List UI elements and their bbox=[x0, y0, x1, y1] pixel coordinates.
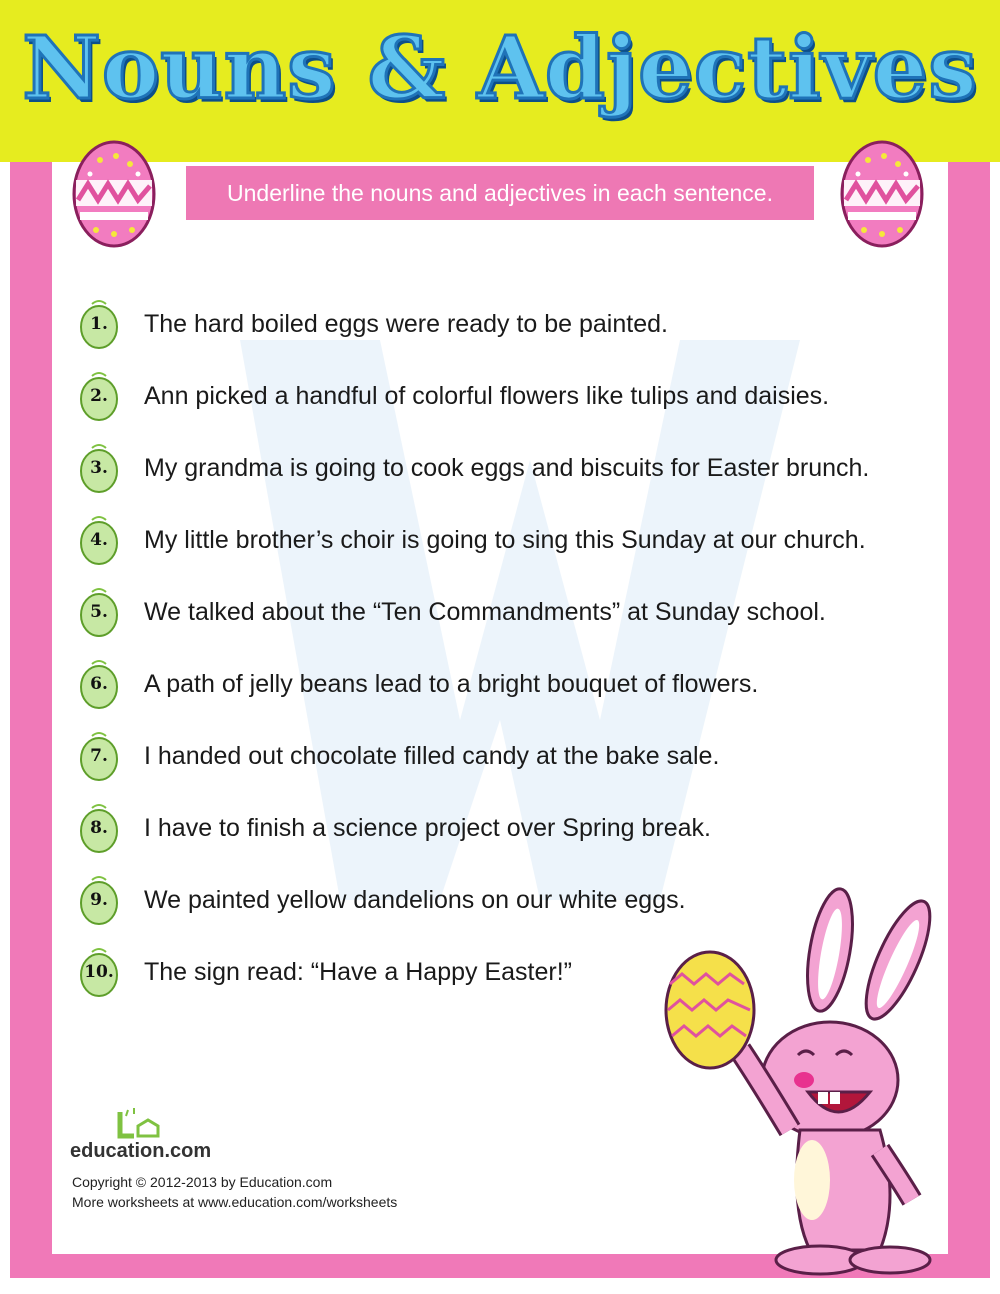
number-badge bbox=[76, 442, 122, 494]
sentence-row bbox=[76, 288, 936, 360]
sentence-text: I have to finish a science project over Spring break. bbox=[144, 813, 711, 842]
education-logo bbox=[70, 1108, 270, 1162]
sentence-text: Ann picked a handful of colorful flowers like tulips and daisies. bbox=[144, 381, 830, 410]
sentence-row bbox=[76, 504, 936, 576]
sentence-row bbox=[76, 648, 936, 720]
logo-text: education.com bbox=[70, 1140, 212, 1162]
sentence-text: I handed out chocolate filled candy at the bake sale. bbox=[144, 741, 720, 770]
easter-egg-icon bbox=[838, 136, 926, 248]
sentence-number: 2. bbox=[90, 386, 108, 406]
sentence-text: A path of jelly beans lead to a bright bouquet of flowers. bbox=[144, 669, 759, 698]
easter-egg-icon bbox=[70, 136, 158, 248]
number-badge bbox=[76, 658, 122, 710]
sentence-number: 9. bbox=[90, 890, 108, 910]
copyright-block bbox=[72, 1172, 397, 1212]
sentence-number: 3. bbox=[90, 458, 108, 478]
page-title: Nouns & Adjectives bbox=[22, 18, 978, 119]
easter-bunny-illustration bbox=[640, 880, 940, 1280]
instruction-banner: Underline the nouns and adjectives in each sentence. bbox=[186, 166, 814, 220]
number-badge bbox=[76, 514, 122, 566]
education-logo-icon bbox=[114, 1108, 164, 1140]
sentence-number: 8. bbox=[90, 818, 108, 838]
sentence-number: 7. bbox=[90, 746, 108, 766]
sentence-text: The sign read: “Have a Happy Easter!” bbox=[144, 957, 572, 986]
sentence-number: 1. bbox=[90, 314, 108, 334]
sentence-row bbox=[76, 360, 936, 432]
sentence-number: 5. bbox=[90, 602, 108, 622]
copyright-text: Copyright © 2012-2013 by Education.com bbox=[72, 1174, 333, 1190]
number-badge bbox=[76, 730, 122, 782]
sentence-text: My little brother’s choir is going to sing this Sunday at our church. bbox=[144, 525, 866, 554]
sentence-row bbox=[76, 576, 936, 648]
sentence-text: The hard boiled eggs were ready to be painted. bbox=[144, 309, 668, 338]
more-worksheets-text: More worksheets at www.education.com/worksheets bbox=[72, 1194, 398, 1210]
sentence-number: 6. bbox=[90, 674, 108, 694]
number-badge bbox=[76, 946, 122, 998]
number-badge bbox=[76, 802, 122, 854]
sentence-row bbox=[76, 720, 936, 792]
sentence-number: 10. bbox=[84, 962, 114, 982]
sentence-text: We talked about the “Ten Commandments” at Sunday school. bbox=[144, 597, 826, 626]
sentence-row bbox=[76, 792, 936, 864]
number-badge bbox=[76, 370, 122, 422]
sentence-row bbox=[76, 432, 936, 504]
sentence-text: We painted yellow dandelions on our white eggs. bbox=[144, 885, 686, 914]
sentence-text: My grandma is going to cook eggs and biscuits for Easter brunch. bbox=[144, 453, 870, 482]
number-badge bbox=[76, 874, 122, 926]
number-badge bbox=[76, 298, 122, 350]
sentence-number: 4. bbox=[90, 530, 108, 550]
number-badge bbox=[76, 586, 122, 638]
